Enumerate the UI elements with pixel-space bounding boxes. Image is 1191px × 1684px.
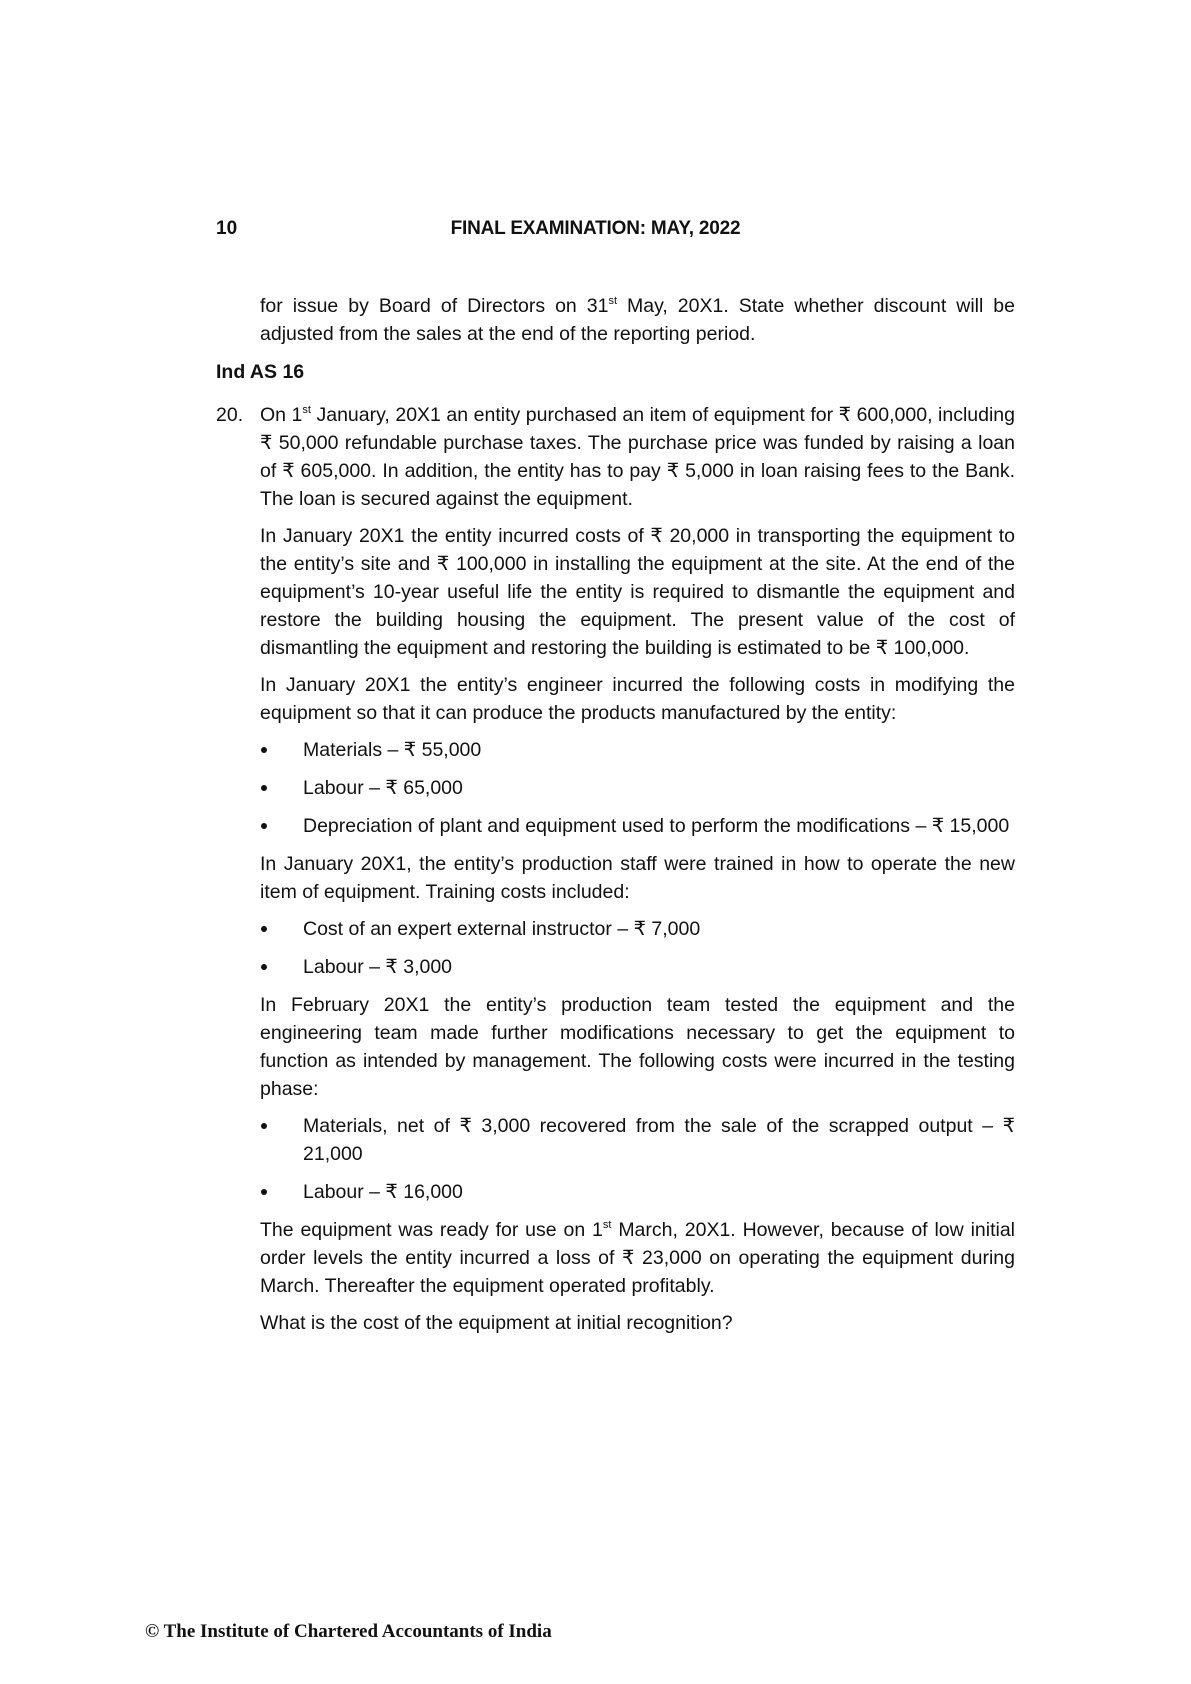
question-paragraph-2: In January 20X1 the entity incurred costs of ₹ 20,000 in transporting the equipment to the entity’s site and ₹ 100,000 in installing the equipment at the site. At the end of the equipment’s 10-year useful life the entity is required to dismantle the equipment and restore the building housing the equipment. The present value of the cost of dismantling the equipment and restoring the building is estimated to be ₹ 100,000. (260, 525, 1015, 659)
continuation-text (260, 292, 1015, 348)
bullet-icon (260, 736, 303, 764)
list-item (260, 1112, 1015, 1168)
page-header-title: FINAL EXAMINATION: MAY, 2022 (450, 218, 741, 239)
bullet-icon (260, 774, 303, 802)
continuation-part2: May, 20X1. State whether discount will be adjusted from the sales at the end of the reporting period. (260, 295, 1015, 345)
list-item-text: Materials – ₹ 55,000 (303, 739, 482, 761)
bullet-icon (260, 953, 303, 981)
list-item-text: Depreciation of plant and equipment used to perform the modifications – ₹ 15,000 (303, 815, 1010, 837)
question-block (216, 401, 1015, 1346)
q-p1-part-b: January, 20X1 an entity purchased an item of equipment for ₹ 600,000, including ₹ 50,000 refundable purchase taxes. The purchase price was funded by raising a loan of ₹ 605,000. In addition, the entity has to pay ₹ 5,000 in loan raising fees to the Bank. The loan is secured against the equipment. (260, 404, 1015, 510)
continuation-paragraph (260, 292, 1015, 356)
question-paragraph-7: What is the cost of the equipment at initial recognition? (260, 1312, 733, 1334)
training-cost-list (260, 915, 1015, 981)
q-p6-part-b: March, 20X1. However, because of low initial order levels the entity incurred a loss of ₹ 23,000 on operating the equipment during March. Thereafter the equipment operated profitably. (260, 1219, 1016, 1297)
bullet-icon (260, 1178, 303, 1206)
q-p6-part-a: The equipment was ready for use on 1 (260, 1219, 603, 1241)
question-paragraph-1 (260, 401, 1015, 513)
ordinal-suffix: st (602, 1219, 612, 1231)
list-item (260, 1178, 1015, 1206)
q-p1-part-a: On 1 (260, 404, 303, 426)
ordinal-suffix: st (608, 295, 618, 307)
list-item-text: Materials, net of ₹ 3,000 recovered from the sale of the scrapped output – ₹ 21,000 (303, 1115, 1015, 1165)
list-item (260, 915, 1015, 943)
list-item (260, 812, 1015, 840)
page-footer: © The Institute of Chartered Accountants of India (145, 1621, 552, 1642)
list-item (260, 736, 1015, 764)
modification-cost-list (260, 736, 1015, 840)
list-item-text: Labour – ₹ 16,000 (303, 1181, 463, 1203)
question-paragraph-4: In January 20X1, the entity’s production staff were trained in how to operate the new item of equipment. Training costs included: (260, 853, 1015, 903)
continuation-part1: for issue by Board of Directors on 31 (260, 295, 609, 317)
list-item (260, 953, 1015, 981)
testing-cost-list (260, 1112, 1015, 1206)
question-paragraph-6 (260, 1216, 1015, 1300)
section-heading: Ind AS 16 (216, 361, 305, 383)
bullet-icon (260, 1112, 303, 1168)
list-item-text: Cost of an expert external instructor – ₹ 7,000 (303, 918, 701, 940)
list-item-text: Labour – ₹ 3,000 (303, 956, 453, 978)
question-number: 20. (216, 404, 244, 426)
question-body (260, 401, 1015, 1346)
question-row (216, 401, 1015, 1346)
list-item-text: Labour – ₹ 65,000 (303, 777, 463, 799)
question-paragraph-5: In February 20X1 the entity’s production team tested the equipment and the engineering team made further modifications necessary to get the equipment to function as intended by management. The following costs were incurred in the testing phase: (260, 994, 1015, 1100)
question-paragraph-3: In January 20X1 the entity’s engineer incurred the following costs in modifying the equipment so that it can produce the products manufactured by the entity: (260, 674, 1015, 724)
bullet-icon (260, 915, 303, 943)
ordinal-suffix: st (302, 404, 311, 416)
bullet-icon (260, 812, 303, 840)
page-number: 10 (216, 218, 238, 239)
list-item (260, 774, 1015, 802)
